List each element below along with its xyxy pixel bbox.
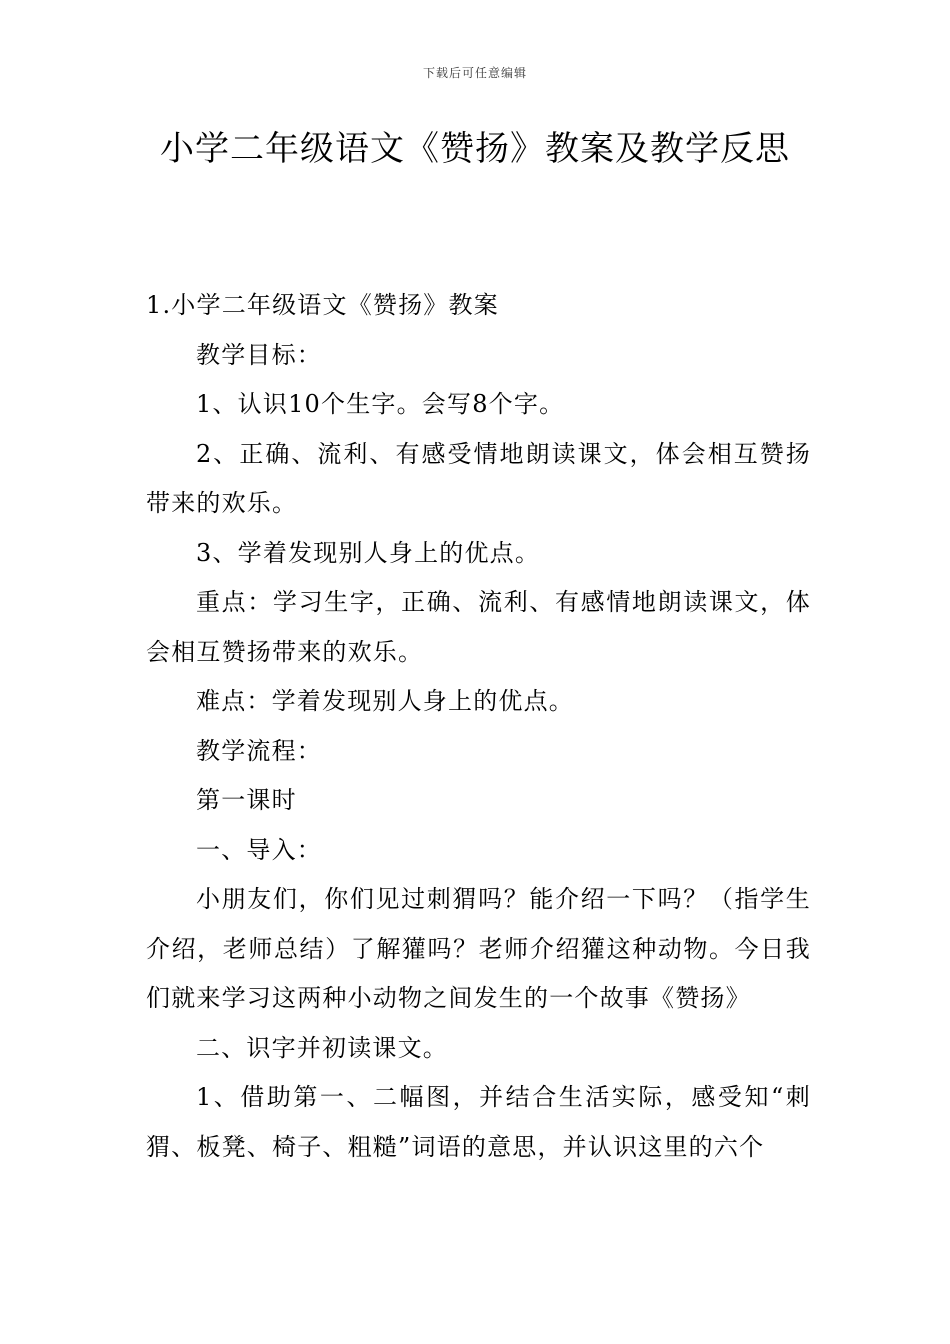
paragraph: 难点：学着发现别人身上的优点。 bbox=[196, 687, 574, 715]
paragraph: 2、正确、流利、有感受情地朗读课文，体会相互赞扬带来的欢乐。 bbox=[146, 439, 811, 517]
paragraph: 教学目标： bbox=[196, 340, 322, 369]
page-title: 小学二年级语文《赞扬》教案及教学反思 bbox=[160, 129, 790, 169]
paragraph: 1、借助第一、二幅图，并结合生活实际，感受知“刺猬、板凳、椅子、粗糙”词语的意思，并认识这里的六个 bbox=[146, 1083, 811, 1161]
paragraph: 第一课时 bbox=[196, 786, 297, 814]
paragraph: 一、导入： bbox=[196, 835, 322, 864]
paragraph: 二、识字并初读课文。 bbox=[196, 1033, 448, 1062]
document-body bbox=[146, 281, 811, 1172]
paragraph: 教学流程： bbox=[196, 736, 322, 765]
section-heading: 1.小学二年级语文《赞扬》教案 bbox=[146, 291, 499, 319]
paragraph: 3、学着发现别人身上的优点。 bbox=[196, 538, 541, 567]
header-note: 下载后可任意编辑 bbox=[422, 66, 527, 80]
paragraph: 重点：学习生字，正确、流利、有感情地朗读课文，体会相互赞扬带来的欢乐。 bbox=[146, 588, 811, 666]
paragraph: 小朋友们，你们见过刺猬吗？能介绍一下吗？（指学生介绍，老师总结）了解獾吗？老师介绍獾这种动物。今日我们就来学习这两种小动物之间发生的一个故事《赞扬》 bbox=[146, 885, 811, 1012]
paragraph: 1、认识10个生字。会写8个字。 bbox=[196, 390, 565, 418]
